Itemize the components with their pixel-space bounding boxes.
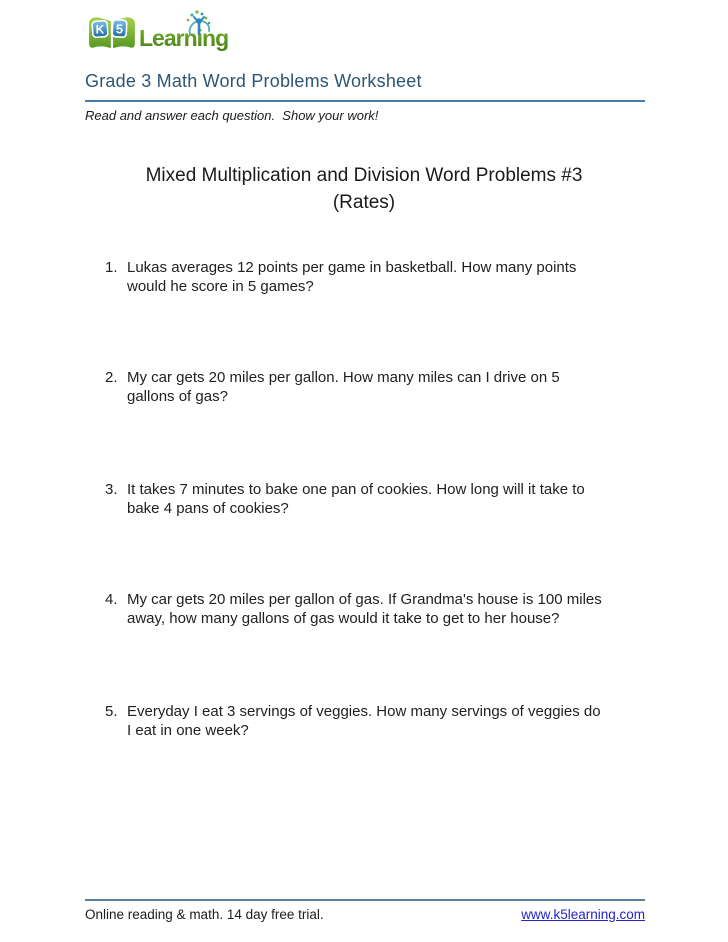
question-text-line: Everyday I eat 3 servings of veggies. How many servings of veggies do [127,703,601,720]
question-number: 3. [105,481,118,498]
question-item-2 [105,368,657,406]
logo-digit-5: 5 [115,21,124,37]
k5-learning-logo-graphic [84,6,244,56]
question-text-line: It takes 7 minutes to bake one pan of cookies. How long will it take to [127,481,585,498]
footer-link[interactable]: www.k5learning.com [521,907,645,922]
question-text [127,368,657,406]
k5-learning-logo [84,6,244,56]
question-text-line: away, how many gallons of gas would it take to get to her house? [127,610,560,627]
question-number: 4. [105,591,118,608]
worksheet-header-title: Grade 3 Math Word Problems Worksheet [85,71,422,91]
question-text-line: My car gets 20 miles per gallon of gas. If Grandma's house is 100 miles [127,591,602,608]
header-divider [85,100,645,102]
question-text-line: I eat in one week? [127,722,249,739]
question-text-line: My car gets 20 miles per gallon. How many miles can I drive on 5 [127,369,560,386]
question-text-line: would he score in 5 games? [127,278,314,295]
main-title-line2: (Rates) [332,192,396,213]
question-item-5 [105,702,657,740]
question-number: 1. [105,259,118,276]
book-icon [88,16,136,50]
worksheet-main-title [0,162,728,216]
instructions-text: Read and answer each question. Show your work! [85,108,379,123]
question-text-line: Lukas averages 12 points per game in basketball. How many points [127,259,577,276]
logo-letter-k: K [95,22,105,37]
main-title-line1: Mixed Multiplication and Division Word Problems #3 [145,165,583,186]
footer [85,907,645,922]
question-item-3 [105,480,657,518]
footer-divider [85,899,645,901]
question-text [127,480,657,518]
question-number: 2. [105,369,118,386]
question-item-4 [105,590,657,628]
question-text [127,702,657,740]
question-text-line: bake 4 pans of cookies? [127,500,289,517]
question-number: 5. [105,703,118,720]
question-text [127,258,657,296]
question-text-line: gallons of gas? [127,388,228,405]
question-text [127,590,657,628]
footer-tagline: Online reading & math. 14 day free trial. [85,907,324,922]
question-item-1 [105,258,657,296]
logo-wordmark: Learning [139,25,229,51]
